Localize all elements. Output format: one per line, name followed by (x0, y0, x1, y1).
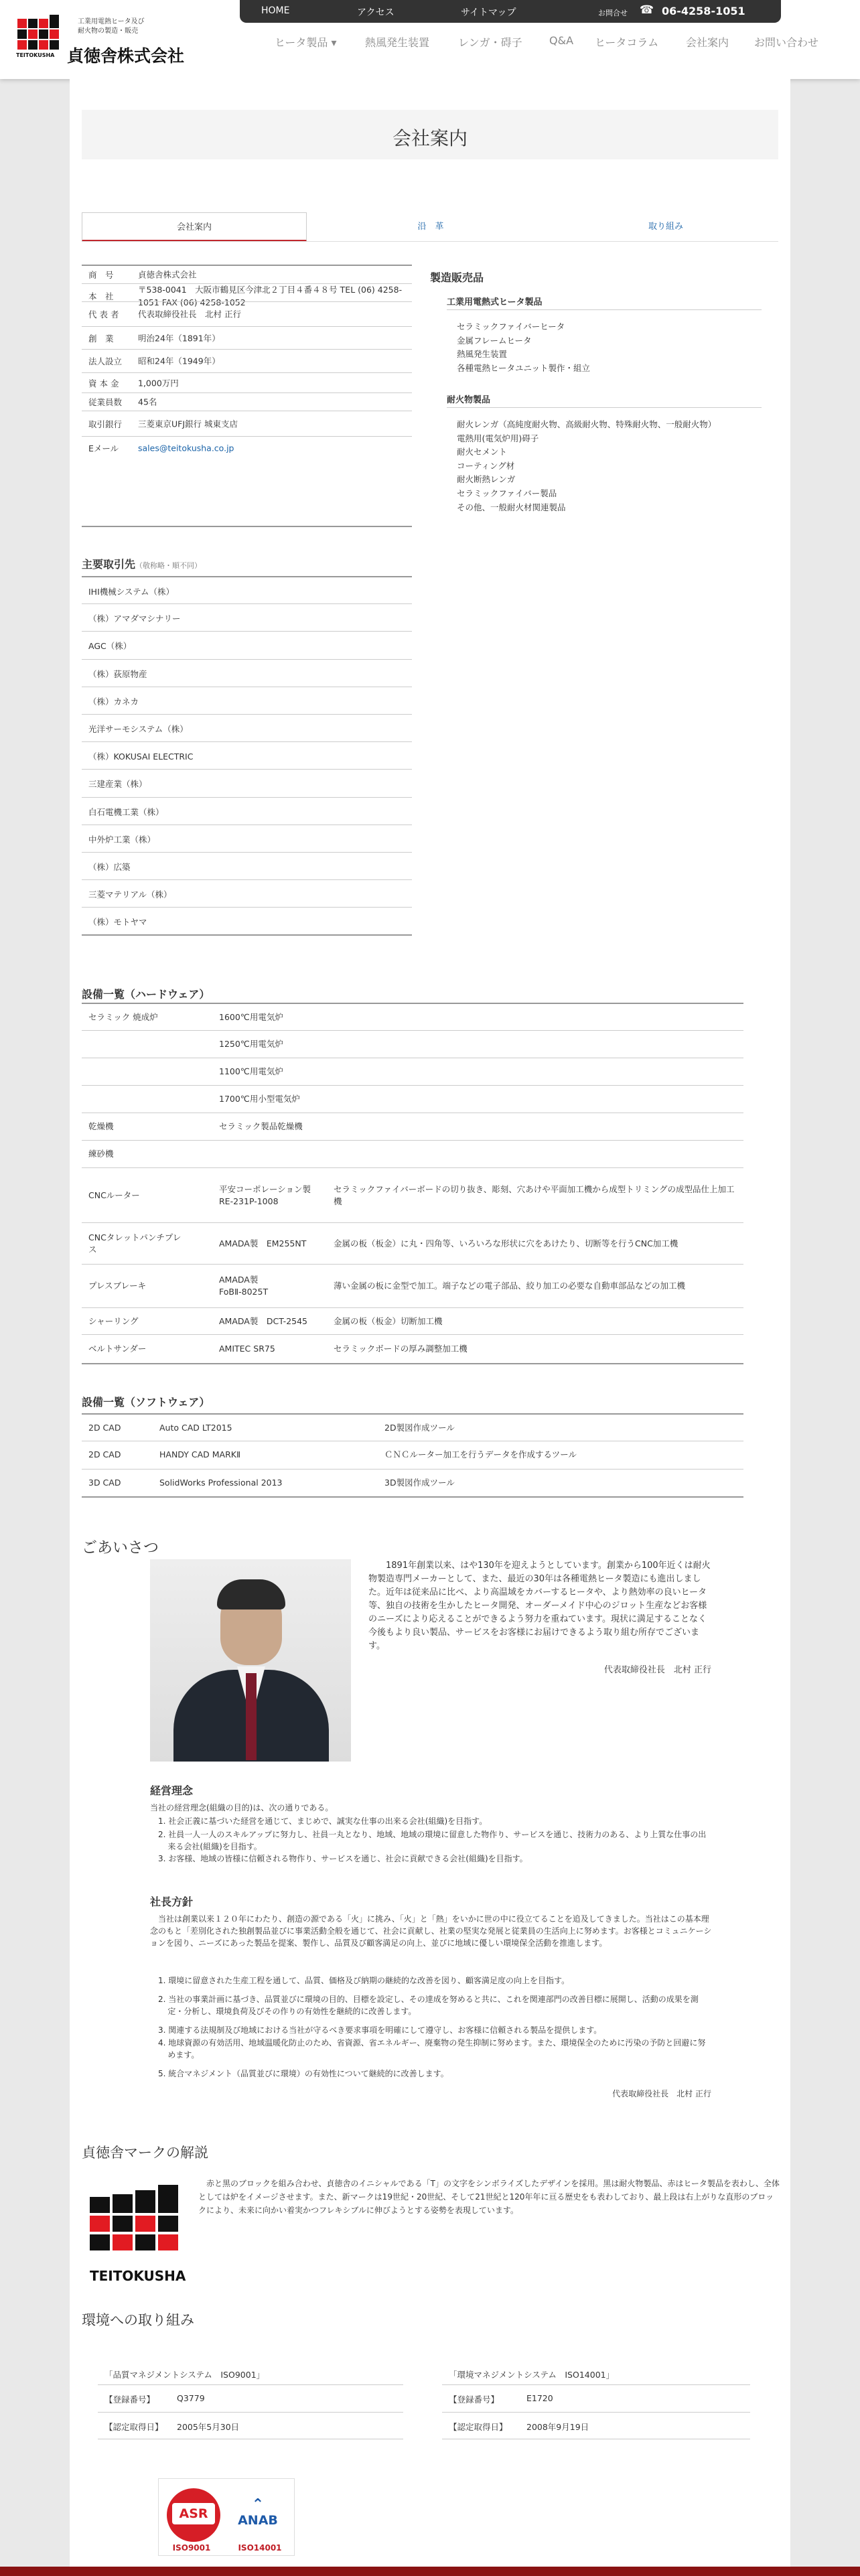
software-row (82, 1469, 743, 1496)
iso9001-date: 2005年5月30日 (177, 2422, 240, 2432)
asr-seal-icon (167, 2488, 220, 2542)
tagline (78, 17, 145, 36)
phone-icon: ☎ (640, 3, 654, 17)
tab-company[interactable]: 会社案内 (82, 212, 307, 242)
policy-item: 1. 環境に留意された生産工程を通して、品質、価格及び納期の継続的な改善を図り、顧客満足度の向上を目指す。 (158, 1976, 570, 1985)
hardware-title: 設備一覧（ハードウェア） (82, 988, 210, 1001)
customer-name: （株）KOKUSAI ELECTRIC (88, 752, 194, 762)
sw-bottom-rule (82, 1496, 743, 1498)
product-item: セラミックファイバー製品 (457, 488, 557, 498)
iso9001-date-row (98, 2412, 403, 2439)
info-row (82, 372, 412, 392)
iso9001-badge-label: ISO9001 (172, 2543, 211, 2553)
info-label: Eメール (88, 443, 119, 453)
tab-rule (82, 241, 778, 242)
info-value: 1,000万円 (138, 378, 179, 388)
info-row (82, 301, 412, 326)
philosophy-intro: 当社の経営理念(組織の目的)は、次の通りである。 (150, 1803, 334, 1812)
info-label: 取引銀行 (88, 419, 123, 429)
info-value: 45名 (138, 397, 157, 407)
info-label: 資 本 金 (88, 378, 119, 388)
policy-sign: 代表取締役社長 北村 正行 (612, 2089, 711, 2098)
title-banner (82, 110, 778, 159)
iso9001-reg-label: 【登録番号】 (104, 2394, 155, 2405)
customers-note: （敬称略・順不同） (135, 561, 202, 570)
philosophy-item: 2. 社員一人一人のスキルアップに努力し、社員一丸となり、地域、地域の環境に留意した物作り、サービスを通じ、技術力のある、より上質な仕事の出来る会社(組織)を目指す。 (158, 1830, 707, 1851)
mark-text: 赤と黒のブロックを組み合わせ、貞徳舎のイニシャルである「T」の文字をシンボライズしたデザインを採用。黒は耐火物製品、赤はヒータ製品を表わし、全体としては炉をイメージさせます。また、新マークは19世紀・20世紀、そして21世紀と120年年に亘る歴史をも表わしており、最上段は右上がりな直形のブロックにより、未来に向かい着実かつフレキシブルに伸びようとする姿勢を表現しています。 (198, 2179, 780, 2215)
hardware-row (82, 1307, 743, 1334)
hardware-cell: AMADA製 DCT-2545 (219, 1315, 308, 1326)
software-cell: 2D CAD (88, 1449, 121, 1460)
iso14001-reg: E1720 (526, 2393, 553, 2403)
tel-number[interactable]: 06-4258-1051 (662, 5, 745, 17)
hardware-cell: セラミック 焼成炉 (88, 1011, 158, 1022)
asr-label: ASR (172, 2503, 215, 2524)
top-bar (240, 0, 781, 23)
iso9001-reg: Q3779 (177, 2393, 205, 2403)
company-name[interactable]: 貞徳舎株式会社 (67, 46, 185, 66)
hardware-cell: 乾燥機 (88, 1121, 114, 1131)
anab-mark (230, 2496, 286, 2528)
anab-label: ANAB (238, 2513, 278, 2528)
customer-name: IHI機械システム（株） (88, 587, 175, 597)
info-row (82, 265, 412, 283)
company-logo[interactable] (17, 19, 60, 59)
tab-history[interactable]: 沿 革 (417, 222, 444, 232)
customer-name: （株）荻原物産 (88, 668, 147, 679)
greeting-title: ごあいさつ (82, 1539, 159, 1557)
software-cell: ＣＮＣルーター加工を行うデータを作成するツール (384, 1449, 577, 1460)
hardware-row (82, 1113, 743, 1140)
top-nav-access[interactable]: アクセス (357, 7, 395, 18)
product-item: 耐火レンガ（高純度耐火物、高級耐火物、特殊耐火物、一般耐火物） (457, 419, 717, 429)
policy-item: 3. 関連する法規制及び地域における当社が守るべき要求事項を明確にして遵守し、お客様に信頼される製品を提供します。 (158, 2025, 602, 2035)
customer-name: 三菱マテリアル（株） (88, 889, 172, 900)
tagline-1: 工業用電熱ヒータ及び (78, 18, 145, 25)
software-row (82, 1441, 743, 1468)
customers-title-text: 主要取引先 (82, 558, 136, 571)
hardware-cell: AMITEC SR75 (219, 1344, 275, 1354)
environment-title: 環境への取り組み (82, 2312, 194, 2328)
customer-name: （株）モトヤマ (88, 917, 147, 928)
hardware-cell: 1600℃用電気炉 (219, 1011, 283, 1022)
customer-item (82, 659, 412, 687)
customer-item (82, 576, 412, 603)
hardware-cell: セラミックファイバーボードの切り抜き、彫刻、穴あけや平面加工機から成型トリミングの成型品仕上加工機 (334, 1184, 735, 1206)
info-label: 法人設立 (88, 356, 123, 366)
hardware-row (82, 1030, 743, 1058)
anab-symbol-icon: ⌃ (251, 2496, 265, 2513)
policy-item: 2. 当社の事業計画に基づき、品質並びに環境の目的、目標を設定し、その達成を努めると共に、これを関連部門の改善目標に展開し、活動の成果を測定・分析し、環境負荷及びその作りの有効性を継続的に改善します。 (158, 1995, 699, 2016)
product-item: 電熱用(電気炉用)碍子 (457, 433, 539, 443)
nav-heater[interactable]: ヒータ製品 ▾ (275, 36, 337, 49)
policy-item: 4. 地球資源の有効活用、地域温暖化防止のため、省資源、省エネルギー、廃棄物の発生抑制に努めます。また、環境保全のために汚染の予防と回避に努めます。 (158, 2038, 706, 2060)
info-label: 本 社 (88, 291, 114, 301)
nav-contact[interactable]: お問い合わせ (754, 36, 819, 49)
product-item: その他、一般耐火材関連製品 (457, 502, 566, 512)
customer-name: （株）広築 (88, 862, 131, 872)
policy-title: 社長方針 (150, 1895, 194, 1908)
iso9001-title-text: 「品質マネジメントシステム ISO9001」 (104, 2370, 265, 2380)
info-row (82, 392, 412, 411)
hardware-row (82, 1222, 743, 1264)
info-value: 昭和24年（1949年） (138, 356, 220, 366)
customer-name: 白石電機工業（株） (88, 806, 164, 817)
iso14001-reg-label: 【登録番号】 (449, 2394, 500, 2405)
philosophy-item: 1. 社会正義に基づいた経営を通じて、まじめで、誠実な仕事の出来る会社(組織)を目指す。 (158, 1816, 488, 1826)
nav-company[interactable]: 会社案内 (686, 36, 729, 49)
hardware-row (82, 1058, 743, 1085)
iso14001-title-text: 「環境マネジメントシステム ISO14001」 (449, 2370, 615, 2380)
hw-bottom-rule (82, 1363, 743, 1364)
info-bottom-rule (82, 526, 412, 527)
iso14001-badge-label: ISO14001 (238, 2543, 282, 2553)
hardware-cell: プレスブレーキ (88, 1281, 147, 1291)
customer-name: 中外炉工業（株） (88, 834, 156, 845)
software-cell: HANDY CAD MARKⅡ (159, 1449, 241, 1460)
iso9001-date-label: 【認定取得日】 (104, 2422, 163, 2432)
customer-item (82, 907, 412, 934)
software-cell: 2D CAD (88, 1422, 121, 1433)
info-value: 明治24年（1891年） (138, 333, 220, 343)
footer-bar (0, 2567, 860, 2576)
hardware-cell: ベルトサンダー (88, 1344, 147, 1354)
customer-item (82, 769, 412, 796)
nav-column[interactable]: ヒータコラム (595, 36, 659, 49)
customer-item (82, 879, 412, 907)
software-cell: Auto CAD LT2015 (159, 1422, 232, 1433)
software-title: 設備一覧（ソフトウェア） (82, 1396, 210, 1409)
customer-item (82, 687, 412, 714)
info-label: 商 号 (88, 270, 114, 280)
info-value: 貞徳舎株式会社 (138, 269, 197, 280)
iso-certification-badges (158, 2478, 295, 2556)
product-item: 耐火断熱レンガ (457, 474, 516, 485)
info-row (82, 326, 412, 349)
info-row (82, 436, 412, 459)
customer-item (82, 631, 412, 658)
nav-qa[interactable]: Q&A (549, 34, 574, 47)
customer-name: 光洋サーモシステム（株） (88, 724, 188, 734)
product-item: コーティング材 (457, 460, 515, 471)
hardware-cell: 金属の板（板金）切断加工機 (334, 1315, 443, 1326)
hardware-row (82, 1140, 743, 1167)
product-group-refractory: 耐火物製品 (447, 395, 491, 405)
hardware-row (82, 1167, 743, 1222)
software-cell: 3D CAD (88, 1477, 121, 1488)
products-title: 製造販売品 (430, 271, 484, 284)
tel-label: お問合せ (598, 9, 628, 17)
hardware-cell: セラミックボードの厚み調整加工機 (334, 1344, 468, 1354)
hardware-cell: AMADA製 FoBⅡ-8025T (219, 1275, 269, 1297)
info-value: 代表取締役社長 北村 正行 (138, 309, 241, 319)
hardware-cell: 金属の板（板金）に丸・四角等、いろいろな形状に穴をあけたり、切断等を行うCNC加工機 (334, 1238, 678, 1248)
iso14001-reg-row (442, 2384, 750, 2412)
policy-item: 5. 統合マネジメント（品質並びに環境）の有効性について継続的に改善します。 (158, 2069, 449, 2078)
info-value: 〒538-0041 大阪市鶴見区今津北２丁目４番４８号 TEL (06) 4258-1051 FAX (06) 4258-1052 (138, 285, 403, 307)
hardware-row (82, 1003, 743, 1030)
hardware-cell: 1100℃用電気炉 (219, 1066, 283, 1076)
hardware-cell: CNCルーター (88, 1190, 140, 1200)
customer-item (82, 714, 412, 741)
nav-brick[interactable]: レンガ・碍子 (458, 36, 522, 49)
nav-hot-air[interactable]: 熱風発生装置 (365, 36, 430, 49)
info-label: 従業員数 (88, 397, 123, 407)
customer-item (82, 741, 412, 769)
iso9001-reg-row (98, 2384, 403, 2412)
mark-title: 貞徳舎マークの解説 (82, 2145, 208, 2161)
hardware-cell: 薄い金属の板に金型で加工。端子などの電子部品、絞り加工の必要な自動車部品などの加工機 (334, 1281, 686, 1291)
tagline-2: 耐火物の製造・販売 (78, 27, 138, 35)
hardware-row (82, 1085, 743, 1113)
iso14001-date-row (442, 2412, 750, 2439)
customers-title (82, 556, 202, 571)
product-item: セラミックファイバーヒータ (457, 321, 565, 332)
top-nav-sitemap[interactable]: サイトマップ (461, 7, 516, 18)
page-title: 会社案内 (392, 127, 468, 149)
software-cell: SolidWorks Professional 2013 (159, 1477, 283, 1488)
logo-text: TEITOKUSHA (16, 52, 55, 58)
hardware-cell: 平安コーポレーション製 RE-231P-1008 (219, 1184, 311, 1206)
customer-name: AGC（株） (88, 641, 132, 652)
iso9001-title (98, 2368, 403, 2384)
info-value[interactable]: sales@teitokusha.co.jp (138, 443, 234, 453)
iso14001-title (442, 2368, 750, 2384)
customer-item (82, 852, 412, 879)
hardware-cell: AMADA製 EM255NT (219, 1238, 307, 1248)
info-label: 創 業 (88, 333, 114, 344)
top-nav-home[interactable]: HOME (261, 5, 290, 16)
info-value: 三菱東京UFJ銀行 城東支店 (138, 419, 238, 429)
hardware-cell: セラミック製品乾燥機 (219, 1121, 303, 1131)
site-header (0, 0, 860, 79)
greeting-sign: 代表取締役社長 北村 正行 (603, 1665, 711, 1675)
hardware-cell: 練砂機 (88, 1149, 114, 1159)
philosophy-item: 3. お客様、地域の皆様に信頼される物作り、サービスを通じ、社会に貢献できる会社(組織)を目指す。 (158, 1854, 528, 1863)
philosophy-title: 経営理念 (150, 1784, 194, 1797)
product-item: 熱風発生装置 (457, 349, 508, 360)
president-photo (150, 1559, 351, 1762)
software-cell: 3D製図作成ツール (384, 1477, 455, 1488)
mark-logo-text: TEITOKUSHA (90, 2268, 186, 2284)
customer-name: （株）アマダマシナリー (88, 614, 181, 624)
hardware-cell: 1700℃用小型電気炉 (219, 1094, 300, 1104)
hardware-row (82, 1264, 743, 1307)
product-item: 各種電熱ヒータユニット製作・組立 (457, 362, 591, 373)
greeting-text: 1891年創業以来、はや130年を迎えようとしています。創業から100年近くは耐火物製造専門メーカーとして、また、最近の30年は各種電熱ヒータ製造にも進出しました。近年は従来品に比べ、より高温域をカバーするヒータや、より熱効率の良いヒータ等、独自の技術を生かしたヒータ開発、オーダーメイド中心のジロット生産などお客様のニーズにより応えることができるよう努力を重ねています。現状に満足することなく今後もより良い製品、サービスをお客様にお届けできるよう取り組む所存でございます。 (368, 1561, 711, 1651)
info-row (82, 349, 412, 372)
hardware-cell: CNCタレットパンチプレス (88, 1232, 182, 1255)
divider (447, 309, 762, 310)
hardware-row (82, 1334, 743, 1363)
customer-name: （株）カネカ (88, 696, 139, 707)
hardware-cell: 1250℃用電気炉 (219, 1039, 283, 1049)
info-row (82, 411, 412, 436)
iso14001-date-label: 【認定取得日】 (449, 2422, 508, 2432)
customer-item (82, 825, 412, 852)
customer-item (82, 603, 412, 631)
software-row (82, 1413, 743, 1441)
iso14001-date: 2008年9月19日 (526, 2422, 589, 2432)
product-group-heater: 工業用電熱式ヒータ製品 (447, 297, 543, 307)
software-cell: 2D製図作成ツール (384, 1422, 455, 1433)
info-label: 代 表 者 (88, 309, 119, 319)
teitokusha-mark-logo (90, 2182, 181, 2255)
product-item: 金属フレームヒータ (457, 335, 532, 346)
product-item: 耐火セメント (457, 447, 508, 457)
customer-item (82, 797, 412, 825)
hardware-cell: シャーリング (88, 1315, 139, 1326)
policy-intro: 当社は創業以来１２０年にわたり、創造の源である「火」に挑み、「火」と「熱」をいかに世の中に役立てることを追及してきました。当社はこの基本理念のもと「差別化された独創製品並びに事業活動全般を通じて、社会に貢献し、社業の堅実な発展と従業員の生活向上に努めます。お客様とコミュニケーションを図り、ニーズにあった製品を提案、製作し、品質及び顧客満足の向上、並びに地域に優しい環境保全活動を推進します。 (150, 1914, 712, 1948)
tab-initiatives[interactable]: 取り組み (648, 222, 683, 232)
customer-name: 三建産業（株） (88, 779, 147, 790)
divider (447, 407, 762, 408)
